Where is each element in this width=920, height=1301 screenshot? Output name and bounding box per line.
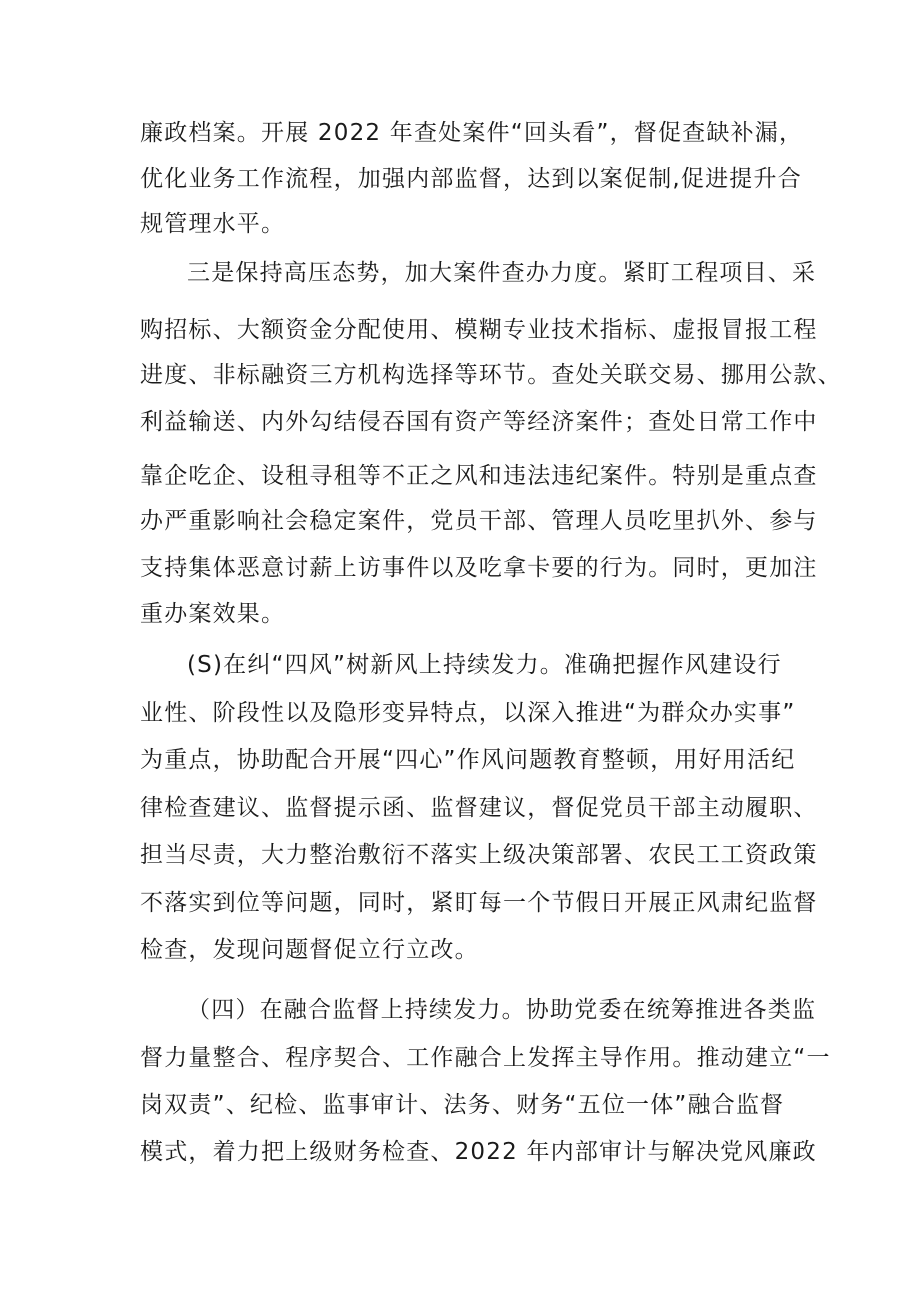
paragraph-first-line: 三是保持高压态势，加大案件查办力度。紧盯工程项目、采 [187,260,817,286]
text-line: 业性、阶段性以及隐形变异特点，以深入推进“为群众办实事” [140,700,796,726]
text-line: 靠企吃企、设租寻租等不正之风和违法违纪案件。特别是重点查 [140,463,818,489]
text-line: 律检查建议、监督提示函、监督建议，督促党员干部主动履职、 [140,795,818,821]
text-line: 为重点，协助配合开展“四心”作风问题教育整顿，用好用活纪 [140,747,796,773]
text-line: 检查，发现问题督促立行立改。 [140,937,479,963]
text-line: 岗双责”、纪检、监事审计、法务、财务“五位一体”融合监督 [140,1092,785,1118]
text-line: 廉政档案。开展 2022 年查处案件“回头看”，督促查缺补漏， [140,120,804,146]
text-line: 督力量整合、程序契合、工作融合上发挥主导作用。推动建立“一 [140,1045,831,1071]
text-line: 规管理水平。 [140,211,286,237]
text-line: 重办案效果。 [140,601,286,627]
text-line: 不落实到位等问题，同时，紧盯每一个节假日开展正风肃纪监督 [140,890,818,916]
text-line: 支持集体恶意讨薪上访事件以及吃拿卡要的行为。同时，更加注 [140,555,818,581]
text-line: 购招标、大额资金分配使用、模糊专业技术指标、虚报冒报工程 [140,317,818,343]
paragraph-first-line: (S)在纠“四风”树新风上持续发力。准确把握作风建设行 [187,652,782,678]
text-line: 担当尽责，大力整治敷衍不落实上级决策部署、农民工工资政策 [140,842,818,868]
text-line: 进度、非标融资三方机构选择等环节。查处关联交易、挪用公款、 [140,362,842,388]
paragraph-first-line: （四）在融合监督上持续发力。协助党委在统筹推进各类监 [187,997,817,1023]
text-line: 办严重影响社会稳定案件，党员干部、管理人员吃里扒外、参与 [140,508,818,534]
text-line: 优化业务工作流程，加强内部监督，达到以案促制,促进提升合 [140,166,802,192]
text-line: 模式，着力把上级财务检查、2022 年内部审计与解决党风廉政 [140,1139,817,1165]
text-line: 利益输送、内外勾结侵吞国有资产等经济案件；查处日常工作中 [140,409,818,435]
